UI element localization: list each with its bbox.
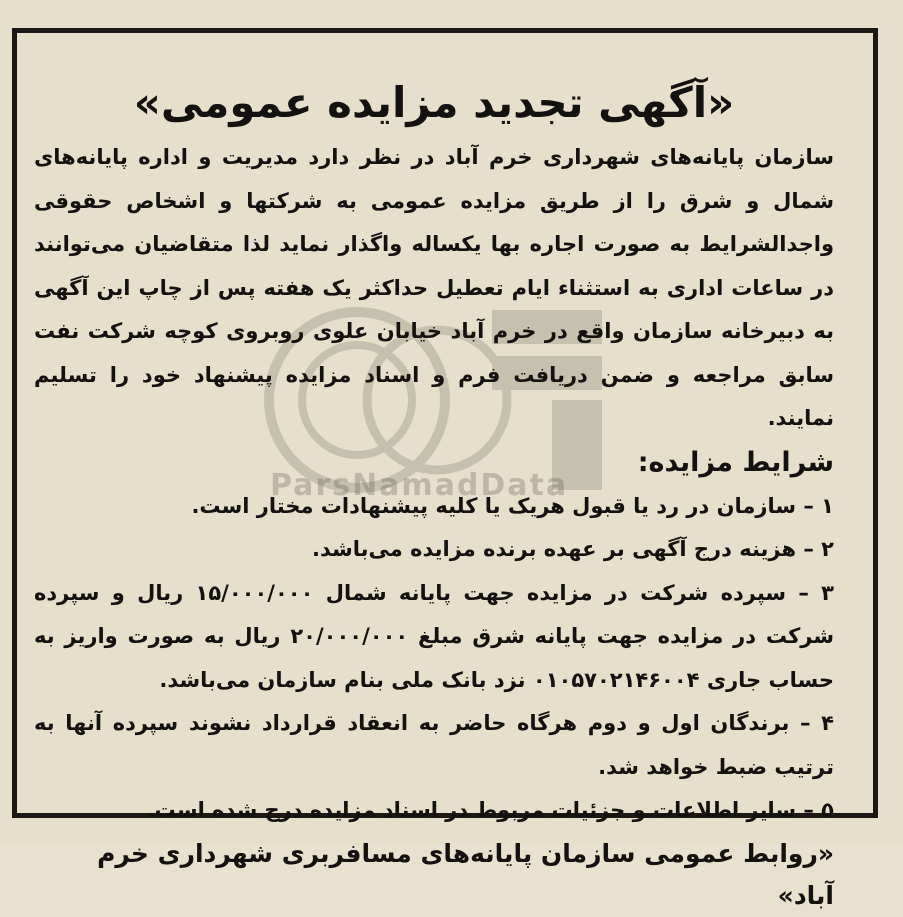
notice-intro: سازمان پایانه‌های شهرداری خرم آباد در نظر دارد مدیریت و اداره پایانه‌های شمال و شرق را از طریق مزایده عمومی به شرکتها و اشخاص حقوقی واجدالشرایط به صورت اجاره بها یکساله واگذار نماید لذا متقاضیان می‌توانند در ساعات اداری به استثناء ایام تعطیل حداکثر یک هفته پس از چاپ این آگهی به دبیرخانه سازمان واقع در خرم آباد خیابان علوی روبروی کوچه شرکت نفت سابق مراجعه و ضمن دریافت فرم و اسناد مزایده پیشنهاد خود را تسلیم نمایند. bbox=[34, 145, 834, 430]
notice-signature: «روابط عمومی سازمان پایانه‌های مسافربری شهرداری خرم آباد» bbox=[97, 838, 834, 910]
condition-item-2: ۲ – هزینه درج آگهی بر عهده برنده مزایده می‌باشد. bbox=[312, 537, 834, 561]
condition-item-1: ۱ – سازمان در رد یا قبول هریک یا کلیه پیشنهادات مختار است. bbox=[191, 493, 834, 518]
watermark-text: ParsNamadData bbox=[270, 468, 569, 503]
notice-title: «آگهی تجدید مزایده عمومی» bbox=[133, 78, 735, 127]
notice-content bbox=[34, 34, 834, 917]
condition-item-5: ۵ – سایر اطلاعات و جزئیات مربوط در اسناد مزایده درج شده است. bbox=[146, 798, 834, 822]
conditions-heading: شرایط مزایده: bbox=[637, 446, 834, 478]
condition-item-3: ۳ – سپرده شرکت در مزایده جهت پایانه شمال ۱۵/۰۰۰/۰۰۰ ریال و سپرده شرکت در مزایده جهت پایانه شرق مبلغ ۲۰/۰۰۰/۰۰۰ ریال به صورت واریز به حساب جاری ۰۱۰۵۷۰۲۱۴۶۰۰۴ نزد بانک ملی بنام سازمان می‌باشد. bbox=[34, 580, 835, 692]
condition-item-4: ۴ – برندگان اول و دوم هرگاه حاضر به انعقاد قرارداد نشوند سپرده آنها به ترتیب ضبط خواهد شد. bbox=[34, 711, 834, 779]
